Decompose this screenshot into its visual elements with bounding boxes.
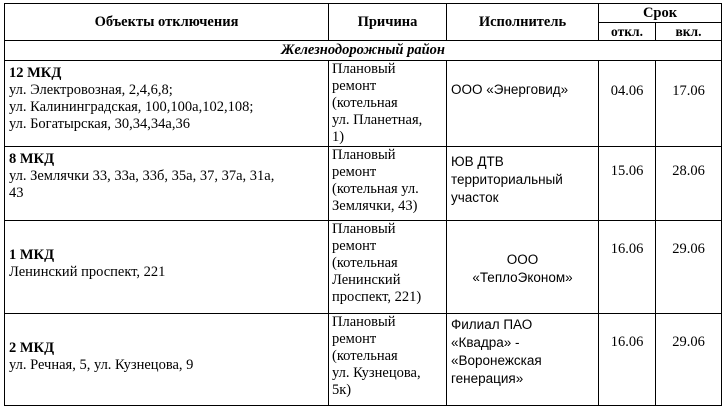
header-term: Срок bbox=[599, 4, 722, 23]
reason-cell bbox=[329, 314, 447, 406]
object-title: 2 МКД bbox=[9, 340, 55, 356]
object-title: 12 МКД bbox=[9, 65, 62, 81]
object-title: 1 МКД bbox=[9, 247, 55, 263]
address-line: ул. Калининградская, 100,100а,102,108; bbox=[9, 99, 254, 115]
reason-cell bbox=[329, 221, 447, 314]
date-on: 29.06 bbox=[656, 314, 722, 406]
header-executor: Исполнитель bbox=[447, 4, 599, 41]
address-line: ул. Электровозная, 2,4,6,8; bbox=[9, 82, 173, 98]
reason-cell bbox=[329, 61, 447, 147]
reason-line: ул. Кузнецова, bbox=[332, 365, 421, 381]
reason-line: ремонт bbox=[332, 78, 377, 94]
table-row bbox=[5, 314, 722, 406]
reason-line: ремонт bbox=[332, 331, 377, 347]
executor-line: ООО «Энерговид» bbox=[451, 82, 569, 97]
reason-line: Плановый bbox=[332, 147, 396, 163]
executor-line: «Воронежская bbox=[451, 353, 542, 368]
executor-line: генерация» bbox=[451, 371, 524, 386]
table-row bbox=[5, 147, 722, 221]
date-off: 04.06 bbox=[599, 61, 656, 147]
executor-line: участок bbox=[451, 190, 499, 205]
table-row bbox=[5, 221, 722, 314]
reason-line: Плановый bbox=[332, 61, 396, 77]
object-cell bbox=[5, 314, 329, 406]
executor-line: территориальный bbox=[451, 172, 563, 187]
reason-line: проспект, 221) bbox=[332, 289, 422, 305]
executor-line: ЮВ ДТВ bbox=[451, 154, 504, 169]
header-off: откл. bbox=[599, 23, 656, 41]
header-objects: Объекты отключения bbox=[5, 4, 329, 41]
executor-line: Филиал ПАО bbox=[451, 317, 533, 332]
address-line: 43 bbox=[9, 185, 24, 201]
address-line: Ленинский проспект, 221 bbox=[9, 264, 166, 280]
object-cell bbox=[5, 147, 329, 221]
reason-line: Землячки, 43) bbox=[332, 198, 418, 214]
reason-line: 5к) bbox=[332, 382, 352, 398]
reason-cell bbox=[329, 147, 447, 221]
executor-line: «ТеплоЭконом» bbox=[472, 270, 573, 285]
executor-cell bbox=[447, 314, 599, 406]
reason-line: (котельная bbox=[332, 348, 398, 364]
reason-line: 1) bbox=[332, 129, 345, 145]
reason-line: (котельная bbox=[332, 255, 398, 271]
object-title: 8 МКД bbox=[9, 151, 55, 167]
header-reason: Причина bbox=[329, 4, 447, 41]
district-name: Железнодорожный район bbox=[5, 41, 722, 61]
object-cell bbox=[5, 61, 329, 147]
reason-line: ул. Планетная, bbox=[332, 112, 423, 128]
reason-line: ремонт bbox=[332, 238, 377, 254]
address-line: ул. Богатырская, 30,34,34а,36 bbox=[9, 116, 190, 132]
date-on: 29.06 bbox=[656, 221, 722, 314]
address-line: ул. Землячки 33, 33а, 33б, 35а, 37, 37а, 31а, bbox=[9, 168, 275, 184]
shutdown-schedule-table bbox=[4, 3, 722, 406]
header-row bbox=[5, 4, 722, 23]
date-off: 16.06 bbox=[599, 314, 656, 406]
header-on: вкл. bbox=[656, 23, 722, 41]
reason-line: (котельная ул. bbox=[332, 181, 419, 197]
reason-line: ремонт bbox=[332, 164, 377, 180]
reason-line: Плановый bbox=[332, 221, 396, 237]
date-off: 15.06 bbox=[599, 147, 656, 221]
reason-line: Плановый bbox=[332, 314, 396, 330]
executor-line: «Квадра» - bbox=[451, 335, 520, 350]
executor-line: ООО bbox=[506, 252, 539, 267]
executor-cell bbox=[447, 147, 599, 221]
date-on: 17.06 bbox=[656, 61, 722, 147]
date-on: 28.06 bbox=[656, 147, 722, 221]
date-off: 16.06 bbox=[599, 221, 656, 314]
reason-line: (котельная bbox=[332, 95, 398, 111]
district-row bbox=[5, 41, 722, 61]
object-cell bbox=[5, 221, 329, 314]
executor-cell bbox=[447, 221, 599, 314]
reason-line: Ленинский bbox=[332, 272, 401, 288]
address-line: ул. Речная, 5, ул. Кузнецова, 9 bbox=[9, 357, 194, 373]
executor-cell bbox=[447, 61, 599, 147]
table-row bbox=[5, 61, 722, 147]
